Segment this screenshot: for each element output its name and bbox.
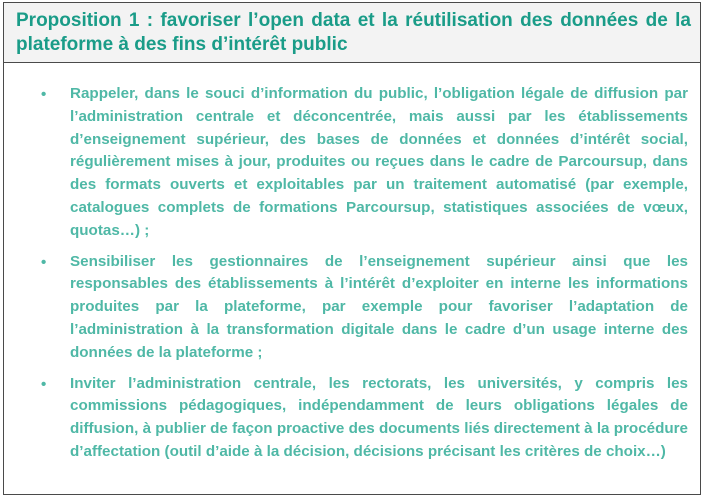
list-item-text: Rappeler, dans le souci d’information du public, l’obligation légale de diffusion par l’administration centrale et déconcentrée, mais aussi par les établissements d’enseignement supérieur, des bases de données et données d’intérêt social, régulièrement mises à jour, produites ou reçues dans le cadre de Parcoursup, dans des formats ouverts et exploitables par un traitement automatisé (par exemple, catalogues complets de formations Parcoursup, statistiques associées de vœux, quotas…) ; <box>70 85 688 239</box>
list-item <box>4 83 700 243</box>
proposition-box <box>3 2 701 495</box>
recommendation-list <box>4 83 700 472</box>
bullet-icon: • <box>41 375 47 393</box>
list-item <box>4 373 700 464</box>
list-item <box>4 251 700 365</box>
bullet-icon: • <box>41 253 47 271</box>
proposition-header <box>4 3 700 63</box>
proposition-title: Proposition 1 : favoriser l’open data et la réutilisation des données de la plateforme à des fins d’intérêt public <box>16 10 691 55</box>
list-item-text: Inviter l’administration centrale, les rectorats, les universités, y compris les commissions pédagogiques, indépendamment de leurs obligations légales de diffusion, à publier de façon proactive des documents liés directement à la procédure d’affectation (outil d’aide à la décision, décisions précisant les critères de choix…) <box>70 374 688 460</box>
bullet-icon: • <box>41 86 47 103</box>
list-item-text: Sensibiliser les gestionnaires de l’enseignement supérieur ainsi que les responsables des établissements à l’intérêt d’exploiter en interne les informations produites par la plateforme, par exemple pour favoriser l’adaptation de l’administration à la transformation digitale dans le cadre d’un usage interne des données de la plateforme ; <box>70 252 688 361</box>
